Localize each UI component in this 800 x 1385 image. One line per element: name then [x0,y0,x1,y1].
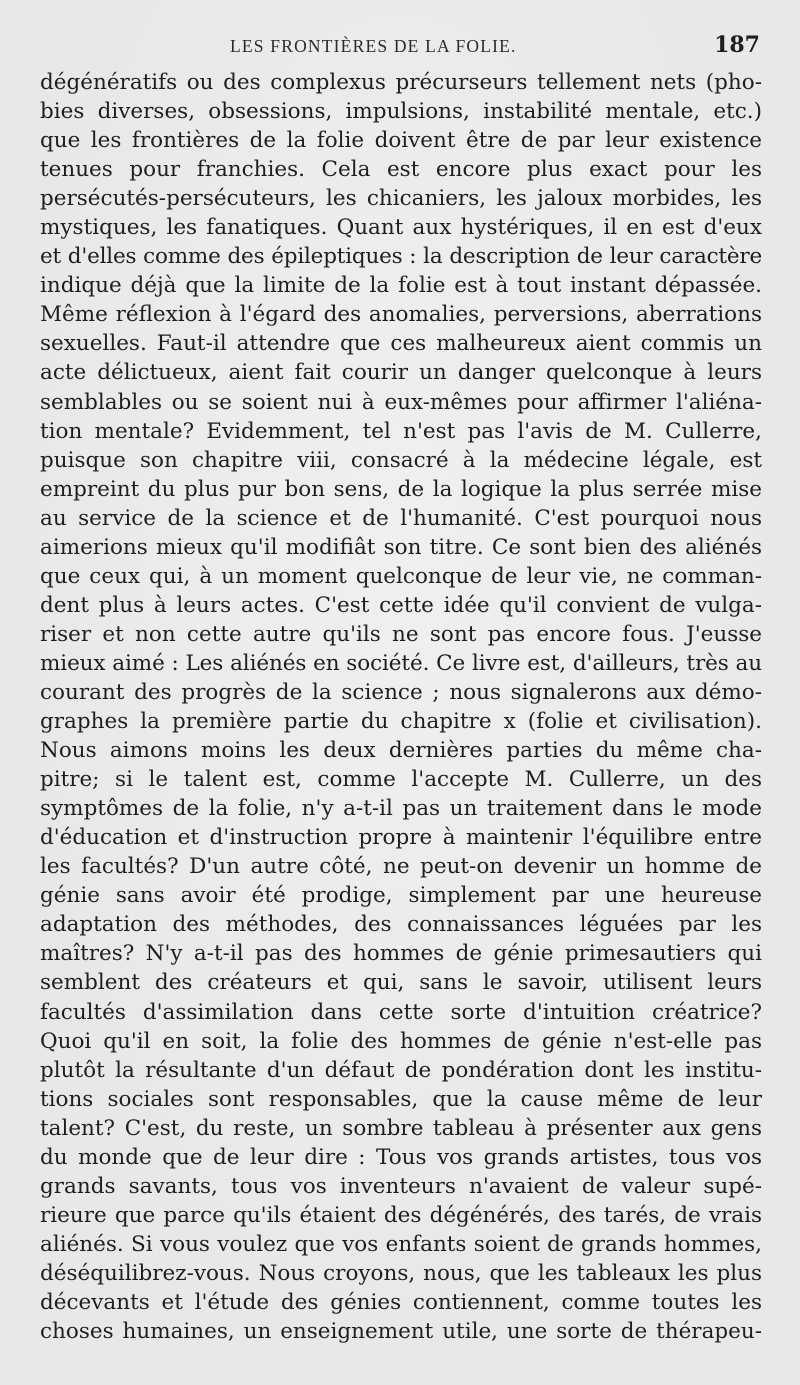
text-line: symptômes de la folie, n'y a-t-il pas un traitement dans le mode [40,796,762,822]
text-line: choses humaines, un enseignement utile, une sorte de thérapeu- [40,1319,762,1345]
text-line: talent? C'est, du reste, un sombre tableau à présenter aux gens [40,1115,762,1141]
text-line: du monde que de leur dire : Tous vos grands artistes, tous vos [40,1144,762,1170]
text-line: tenues pour franchies. Cela est encore plus exact pour les [40,157,762,183]
text-line: aliénés. Si vous voulez que vos enfants soient de grands hommes, [40,1231,762,1257]
text-line: tion mentale? Evidemment, tel n'est pas l'avis de M. Cullerre, [40,418,762,444]
text-line: riser et non cette autre qu'ils ne sont pas encore fous. J'eusse [40,621,762,647]
running-head: LES FRONTIÈRES DE LA FOLIE. [230,36,517,56]
text-line: que les frontières de la folie doivent être de par leur existence [40,128,762,154]
text-line: semblent des créateurs et qui, sans le savoir, utilisent leurs [40,970,762,996]
text-line: indique déjà que la limite de la folie est à tout instant dépassée. [40,273,762,299]
text-line: déséquilibrez-vous. Nous croyons, nous, que les tableaux les plus [40,1260,762,1286]
page-number: 187 [714,32,760,58]
text-line: maîtres? N'y a-t-il pas des hommes de génie primesautiers qui [40,941,762,967]
text-line: semblables ou se soient nui à eux-mêmes pour affirmer l'aliéna- [40,389,762,415]
text-line: que ceux qui, à un moment quelconque de leur vie, ne comman- [40,563,762,589]
text-line: sexuelles. Faut-il attendre que ces malheureux aient commis un [40,331,762,357]
text-line: mieux aimé : Les aliénés en société. Ce livre est, d'ailleurs, très au [40,650,762,676]
text-line: puisque son chapitre viii, consacré à la médecine légale, est [40,447,762,473]
text-line: courant des progrès de la science ; nous signalerons aux démo- [40,679,762,705]
text-line: rieure que parce qu'ils étaient des dégénérés, des tarés, de vrais [40,1202,762,1228]
text-line: d'éducation et d'instruction propre à maintenir l'équilibre entre [40,825,762,851]
text-line: acte délictueux, aient fait courir un danger quelconque à leurs [40,360,762,386]
text-line: mystiques, les fanatiques. Quant aux hystériques, il en est d'eux [40,215,762,241]
text-line: dégénératifs ou des complexus précurseurs tellement nets (pho- [40,70,762,95]
text-line: grands savants, tous vos inventeurs n'avaient de valeur supé- [40,1173,762,1199]
text-line: les facultés? D'un autre côté, ne peut-on devenir un homme de [40,854,762,880]
text-line: aimerions mieux qu'il modifiât son titre. Ce sont bien des aliénés [40,534,762,560]
text-line: dent plus à leurs actes. C'est cette idée qu'il convient de vulga- [40,592,762,618]
text-line: génie sans avoir été prodige, simplement par une heureuse [40,883,762,909]
text-line: graphes la première partie du chapitre x (folie et civilisation). [40,709,762,735]
text-line: pitre; si le talent est, comme l'accepte M. Cullerre, un des [40,767,762,793]
text-line: et d'elles comme des épileptiques : la description de leur caractère [40,244,762,270]
text-line: décevants et l'étude des génies contiennent, comme toutes les [40,1289,762,1315]
page-header [40,34,760,62]
text-line: Même réflexion à l'égard des anomalies, perversions, aberrations [40,302,762,328]
text-line: Nous aimons moins les deux dernières parties du même cha- [40,738,762,764]
text-line: bies diverses, obsessions, impulsions, instabilité mentale, etc.) [40,99,762,125]
text-line: Quoi qu'il en soit, la folie des hommes de génie n'est-elle pas [40,1028,762,1054]
text-line: tions sociales sont responsables, que la cause même de leur [40,1086,762,1112]
text-line: adaptation des méthodes, des connaissances léguées par les [40,912,762,938]
body-text [40,68,762,1346]
text-line: persécutés-persécuteurs, les chicaniers, les jaloux morbides, les [40,186,762,212]
text-line: empreint du plus pur bon sens, de la logique la plus serrée mise [40,476,762,502]
text-line: plutôt la résultante d'un défaut de pondération dont les institu- [40,1057,762,1083]
text-line: facultés d'assimilation dans cette sorte d'intuition créatrice? [40,999,762,1025]
text-line: au service de la science et de l'humanité. C'est pourquoi nous [40,505,762,531]
